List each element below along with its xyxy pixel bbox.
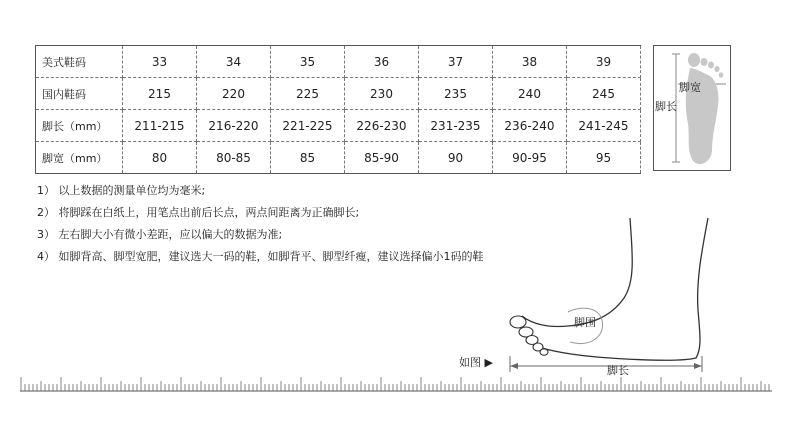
table-cell: 37 xyxy=(419,46,493,78)
table-cell: 215 xyxy=(123,78,197,110)
table-cell: 221-225 xyxy=(271,110,345,142)
table-cell: 230 xyxy=(345,78,419,110)
table-cell: 90-95 xyxy=(493,142,567,174)
table-cell: 80 xyxy=(123,142,197,174)
table-cell: 85-90 xyxy=(345,142,419,174)
foot-length-label: 脚长 xyxy=(655,100,677,113)
table-cell: 39 xyxy=(567,46,641,78)
note-item: 3） 左右脚大小有微小差距，应以偏大的数据为准; xyxy=(37,228,283,241)
table-cell: 35 xyxy=(271,46,345,78)
table-cell: 36 xyxy=(345,46,419,78)
foot-width-label: 脚宽 xyxy=(679,81,701,94)
table-row xyxy=(36,142,641,174)
table-cell: 231-235 xyxy=(419,110,493,142)
table-cell: 245 xyxy=(567,78,641,110)
table-cell: 236-240 xyxy=(493,110,567,142)
table-cell: 95 xyxy=(567,142,641,174)
table-cell: 216-220 xyxy=(197,110,271,142)
table-cell: 240 xyxy=(493,78,567,110)
row-header: 脚宽（mm） xyxy=(36,142,123,174)
reference-label: 如图 ▶ xyxy=(459,356,493,369)
row-header: 脚长（mm） xyxy=(36,110,123,142)
note-item: 2） 将脚踩在白纸上，用笔点出前后长点，两点间距离为正确脚长; xyxy=(37,206,360,219)
table-cell: 33 xyxy=(123,46,197,78)
table-cell: 235 xyxy=(419,78,493,110)
note-item: 1） 以上数据的测量单位均为毫米; xyxy=(37,184,206,197)
row-header: 美式鞋码 xyxy=(36,46,123,78)
foot-girth-label: 脚围 xyxy=(574,316,596,329)
size-chart-table xyxy=(35,45,641,174)
ruler-scale xyxy=(20,376,772,392)
table-cell: 220 xyxy=(197,78,271,110)
table-row xyxy=(36,78,641,110)
note-item: 4） 如脚背高、脚型宽肥，建议选大一码的鞋，如脚背平、脚型纤瘦，建议选择偏小1码的鞋 xyxy=(37,250,484,263)
row-header: 国内鞋码 xyxy=(36,78,123,110)
foot-length-measure-label: 脚长 xyxy=(607,364,629,377)
table-cell: 85 xyxy=(271,142,345,174)
table-cell: 211-215 xyxy=(123,110,197,142)
table-cell: 90 xyxy=(419,142,493,174)
table-row xyxy=(36,110,641,142)
table-cell: 226-230 xyxy=(345,110,419,142)
table-cell: 38 xyxy=(493,46,567,78)
table-cell: 34 xyxy=(197,46,271,78)
table-row xyxy=(36,46,641,78)
table-cell: 80-85 xyxy=(197,142,271,174)
table-cell: 241-245 xyxy=(567,110,641,142)
table-cell: 225 xyxy=(271,78,345,110)
